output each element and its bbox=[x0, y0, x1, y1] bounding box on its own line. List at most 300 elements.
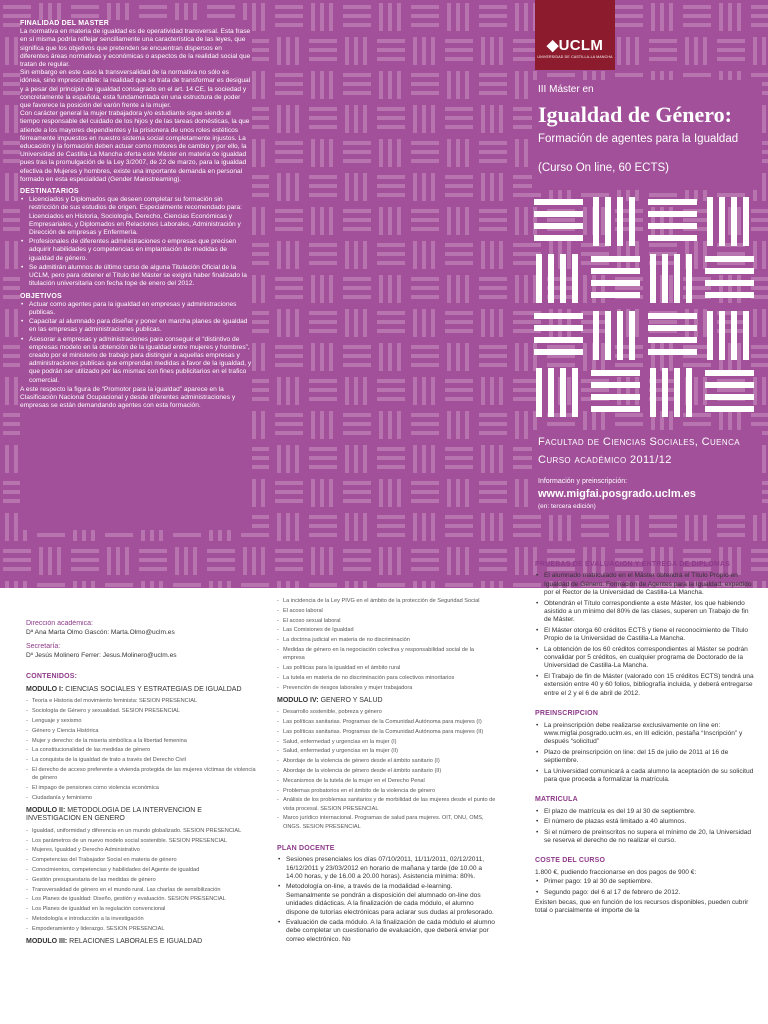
pattern-bar bbox=[411, 363, 439, 367]
pattern-bar bbox=[311, 207, 315, 235]
pattern-bar bbox=[275, 354, 303, 358]
pattern-bar bbox=[490, 105, 494, 133]
pattern-bar bbox=[717, 533, 745, 537]
pattern-bar bbox=[309, 388, 337, 392]
pattern-bar bbox=[363, 173, 367, 201]
pattern-bar bbox=[447, 479, 451, 507]
column-admin-info bbox=[535, 561, 757, 1024]
pattern-bar bbox=[377, 311, 405, 315]
pattern-bar bbox=[275, 218, 303, 222]
pattern-bar bbox=[141, 581, 145, 588]
pattern-bar bbox=[252, 207, 256, 235]
module-3-list bbox=[277, 597, 497, 692]
pattern-bar bbox=[490, 241, 494, 269]
pattern-bar bbox=[649, 39, 677, 43]
pattern-bar bbox=[275, 277, 303, 281]
pattern-bar bbox=[309, 193, 337, 197]
pattern-bar bbox=[717, 515, 745, 519]
weave-bar bbox=[593, 197, 599, 246]
pattern-bar bbox=[499, 309, 503, 337]
weave-bar bbox=[548, 254, 554, 303]
pattern-bar bbox=[465, 479, 469, 507]
pattern-bar bbox=[377, 524, 405, 528]
list-item: • Capacitar al alumnado para diseñar y poner en marcha planes de igualdad en las empresas y administraciones publicas. bbox=[20, 318, 252, 334]
pattern-bar bbox=[549, 513, 553, 541]
pattern-bar bbox=[354, 241, 358, 269]
pattern-bar bbox=[286, 105, 290, 133]
list-item: • Obtendrán el Título correspondiente a este Máster, los que habiendo asistido a un mínimo del 80% de las clases, superen un Trabajo de fin de Máster. bbox=[535, 600, 757, 625]
pattern-bar bbox=[431, 37, 435, 65]
list-item: - Gestión presupuestaria de las medidas de género bbox=[26, 876, 258, 884]
pattern-bar bbox=[479, 354, 507, 358]
weave-bar bbox=[572, 254, 578, 303]
list-item: - Género y Ciencia Histórica bbox=[26, 727, 258, 735]
main-title: Igualdad de Género: bbox=[538, 102, 732, 127]
pattern-bar bbox=[309, 184, 337, 188]
pattern-bar bbox=[479, 295, 507, 299]
pattern-bar bbox=[139, 558, 167, 562]
pattern-bar bbox=[456, 275, 460, 303]
module-2-title: MODULO II: METODOLOGIA DE LA INTERVENCION E INVESTIGACION EN GENERO bbox=[26, 807, 202, 823]
pattern-bar bbox=[479, 141, 507, 145]
pattern-bar bbox=[499, 513, 503, 541]
list-item: • El plazo de matrícula es del 19 al 30 de septiembre. bbox=[535, 808, 757, 816]
pattern-bar bbox=[445, 48, 473, 52]
pattern-bar bbox=[354, 105, 358, 133]
pattern-bar bbox=[481, 241, 485, 269]
pattern-bar bbox=[275, 295, 303, 299]
list-item: • La preinscripción debe realizarse exclusivamente on line en: www.migfai.posgrado.uclm.es, en III edición, pestaña “Inscripción” y después “solicitud” bbox=[535, 722, 757, 747]
pattern-bar bbox=[343, 227, 371, 231]
weave-bar bbox=[662, 254, 668, 303]
pattern-bar bbox=[105, 533, 133, 537]
pattern-bar bbox=[660, 3, 664, 31]
pattern-bar bbox=[309, 320, 337, 324]
pattern-bar bbox=[139, 567, 167, 571]
weave-bar bbox=[719, 197, 725, 246]
pattern-bar bbox=[275, 481, 303, 485]
pattern-bar bbox=[320, 139, 324, 167]
list-item: • El Máster otorga 60 créditos ECTS y tiene el reconocimiento de Título Propio de la Universidad de Castilla-La Mancha. bbox=[535, 627, 757, 644]
pattern-bar bbox=[71, 567, 99, 571]
pattern-bar bbox=[275, 141, 303, 145]
pattern-bar bbox=[286, 37, 290, 65]
secretaria-value[interactable]: Dº Jesús Molinero Ferrer: Jesus.Molinero@uclm.es bbox=[26, 652, 177, 660]
pattern-bar bbox=[445, 320, 473, 324]
pattern-bar bbox=[431, 105, 435, 133]
weave-bar bbox=[560, 368, 566, 417]
weave-bar bbox=[648, 313, 697, 319]
pattern-bar bbox=[275, 549, 303, 553]
pattern-bar bbox=[363, 581, 367, 588]
plan-docente-list bbox=[277, 856, 497, 944]
info-label: Información y preinscripción: bbox=[538, 478, 628, 485]
pattern-bar bbox=[479, 363, 507, 367]
pattern-bar bbox=[479, 490, 507, 494]
pattern-bar bbox=[363, 309, 367, 337]
pattern-bar bbox=[422, 105, 426, 133]
weave-bar bbox=[648, 211, 697, 217]
pattern-bar bbox=[5, 377, 9, 405]
pattern-bar bbox=[762, 173, 766, 201]
list-item: - Mujeres, Igualdad y Derecho Administrativo bbox=[26, 846, 258, 854]
pattern-bar bbox=[345, 37, 349, 65]
pattern-bar bbox=[388, 139, 392, 167]
pattern-bar bbox=[411, 490, 439, 494]
pattern-bar bbox=[479, 558, 507, 562]
pattern-bar bbox=[728, 3, 732, 31]
weave-bar bbox=[534, 211, 583, 217]
coste-list bbox=[535, 878, 757, 897]
pattern-bar bbox=[615, 73, 643, 77]
destinatarios-heading: DESTINATARIOS bbox=[20, 188, 79, 196]
pattern-bar bbox=[379, 275, 383, 303]
pattern-bar bbox=[411, 209, 439, 213]
pattern-bar bbox=[445, 456, 473, 460]
pattern-bar bbox=[751, 5, 768, 9]
pattern-bar bbox=[615, 23, 643, 27]
list-item: • Licenciados y Diplomados que deseen completar su formación sin restricción de sus estudios de origen. Especialmente recomendado para: Licenciados en Historia, Sociología, Derecho, Ciencias Económicas y Empresariales, y Diplomados en Relaciones Laborales, Administración y Dirección de empresas y Enfermería. bbox=[20, 196, 252, 237]
pattern-bar bbox=[456, 139, 460, 167]
pattern-bar bbox=[685, 37, 689, 65]
weave-bar bbox=[731, 197, 737, 246]
module-2-list bbox=[26, 827, 258, 933]
list-item: • Asesorar a empresas y administraciones para conseguir el “distintivo de empresas modelo en la obtención de la igualdad entre mujeres y hombres”, creado por el ministerio de trabajo para distinguir a aquellas empresas y administraciones publicas que emprendan medidas a favor de la igualdad, y que podrán ser utilizado por las mismas con fines publicitarios en el trafico comercial. bbox=[20, 336, 252, 385]
pattern-bar bbox=[479, 431, 507, 435]
pattern-bar bbox=[481, 173, 485, 201]
pattern-bar bbox=[377, 48, 405, 52]
pattern-bar bbox=[377, 57, 405, 61]
pattern-bar bbox=[481, 445, 485, 473]
pattern-bar bbox=[445, 311, 473, 315]
contenidos-heading: CONTENIDOS: bbox=[26, 672, 78, 680]
pattern-bar bbox=[524, 479, 528, 507]
pattern-bar bbox=[207, 5, 235, 9]
pattern-bar bbox=[139, 5, 167, 9]
pattern-bar bbox=[635, 37, 639, 65]
pattern-bar bbox=[413, 581, 417, 588]
pattern-bar bbox=[241, 583, 269, 587]
weave-bar bbox=[591, 256, 640, 262]
weave-bar bbox=[591, 268, 640, 274]
weave-bar bbox=[705, 268, 754, 274]
weave-bar bbox=[591, 406, 640, 412]
preinscripcion-heading: PREINSCRIPCION bbox=[535, 710, 599, 718]
list-item: • La Universidad comunicará a cada alumno la aceptación de su solicitud para que proceda a formalizar la matrícula. bbox=[535, 768, 757, 785]
pattern-bar bbox=[311, 139, 315, 167]
pattern-bar bbox=[91, 581, 95, 588]
pattern-bar bbox=[329, 3, 333, 31]
pattern-bar bbox=[431, 173, 435, 201]
pattern-bar bbox=[159, 581, 163, 588]
pattern-bar bbox=[363, 105, 367, 133]
pattern-bar bbox=[515, 3, 519, 31]
pattern-bar bbox=[275, 431, 303, 435]
preinscripcion-list bbox=[535, 722, 757, 785]
pattern-bar bbox=[261, 71, 265, 99]
pattern-bar bbox=[3, 14, 31, 18]
weave-bar bbox=[560, 254, 566, 303]
pattern-bar bbox=[703, 513, 707, 541]
pattern-bar bbox=[753, 513, 757, 541]
pattern-bar bbox=[445, 515, 473, 519]
pattern-bar bbox=[456, 411, 460, 439]
pattern-bar bbox=[479, 345, 507, 349]
pattern-bar bbox=[5, 173, 9, 201]
pattern-bar bbox=[753, 37, 757, 65]
pattern-bar bbox=[311, 275, 315, 303]
pattern-bar bbox=[479, 209, 507, 213]
finalidad-heading: FINALIDAD DEL MASTER bbox=[20, 20, 110, 27]
pattern-bar bbox=[481, 37, 485, 65]
pattern-bar bbox=[445, 175, 473, 179]
plan-docente-heading: PLAN DOCENTE bbox=[277, 844, 335, 852]
pattern-bar bbox=[377, 583, 405, 587]
list-item: - Competencias del Trabajador Social en materia de género bbox=[26, 856, 258, 864]
pattern-bar bbox=[445, 524, 473, 528]
pattern-bar bbox=[411, 14, 439, 18]
list-item: - Salud, enfermedad y urgencias en la mujer (I) bbox=[277, 738, 497, 746]
weave-bar bbox=[536, 254, 542, 303]
pattern-bar bbox=[275, 490, 303, 494]
list-item: - Salud, enfermedad y urgencias en la mujer (II) bbox=[277, 747, 497, 755]
pattern-bar bbox=[277, 309, 281, 337]
pattern-bar bbox=[261, 139, 265, 167]
pattern-bar bbox=[345, 105, 349, 133]
pattern-bar bbox=[5, 581, 9, 588]
pattern-bar bbox=[547, 549, 575, 553]
pattern-bar bbox=[651, 3, 655, 31]
pattern-bar bbox=[762, 309, 766, 337]
pattern-bar bbox=[150, 581, 154, 588]
list-item: • Se admitirán alumnos de último curso de alguna Titulación Oficial de la UCLM, pero para obtener el Título del Máster se exigirá haber finalizado la titulación universitaria con fecha tope de enero del 2012. bbox=[20, 264, 252, 289]
pattern-bar bbox=[445, 583, 473, 587]
weave-bar bbox=[617, 311, 623, 360]
weave-bar bbox=[548, 368, 554, 417]
pattern-bar bbox=[411, 91, 439, 95]
pattern-bar bbox=[762, 241, 766, 269]
pattern-bar bbox=[649, 48, 677, 52]
pattern-bar bbox=[481, 377, 485, 405]
destinatarios-list bbox=[20, 196, 252, 288]
direccion-value[interactable]: Dª Ana Marta Olmo Gascón: Marta.Olmo@uclm.es bbox=[26, 629, 175, 637]
pattern-bar bbox=[261, 479, 265, 507]
pattern-bar bbox=[286, 173, 290, 201]
list-item: • Si el número de preinscritos no supera el mínimo de 20, la Universidad se reserva el derecho de no realizar el curso. bbox=[535, 829, 757, 846]
pattern-bar bbox=[209, 581, 213, 588]
cover-footer-block bbox=[532, 430, 762, 515]
pattern-bar bbox=[490, 37, 494, 65]
pattern-bar bbox=[683, 23, 711, 27]
pattern-bar bbox=[515, 479, 519, 507]
pattern-bar bbox=[499, 581, 503, 588]
pattern-bar bbox=[354, 513, 358, 541]
pattern-bar bbox=[717, 57, 745, 61]
logo-subtitle: UNIVERSIDAD DE CASTILLA-LA MANCHA bbox=[537, 55, 613, 59]
list-item: - Lenguaje y sexismo bbox=[26, 717, 258, 725]
pruebas-list bbox=[535, 572, 757, 698]
pattern-bar bbox=[413, 241, 417, 269]
pattern-bar bbox=[411, 277, 439, 281]
list-item: - Los parámetros de un nuevo modelo social sostenible. SESION PRESENCIAL bbox=[26, 837, 258, 845]
pattern-bar bbox=[397, 275, 401, 303]
pattern-bar bbox=[481, 309, 485, 337]
pattern-bar bbox=[479, 159, 507, 163]
pattern-bar bbox=[275, 209, 303, 213]
pattern-bar bbox=[465, 71, 469, 99]
pattern-bar bbox=[343, 209, 371, 213]
pattern-bar bbox=[422, 445, 426, 473]
pattern-bar bbox=[377, 515, 405, 519]
pattern-bar bbox=[5, 309, 9, 337]
pattern-bar bbox=[345, 241, 349, 269]
pattern-bar bbox=[71, 558, 99, 562]
pattern-bar bbox=[275, 286, 303, 290]
pattern-bar bbox=[343, 82, 371, 86]
list-item: - La conquista de la igualdad de trato a través del Derecho Civil bbox=[26, 756, 258, 764]
pattern-bar bbox=[277, 105, 281, 133]
pattern-bar bbox=[397, 547, 401, 575]
pattern-bar bbox=[388, 547, 392, 575]
pattern-bar bbox=[345, 513, 349, 541]
pattern-bar bbox=[295, 241, 299, 269]
pattern-bar bbox=[309, 243, 337, 247]
pattern-bar bbox=[683, 5, 711, 9]
pattern-bar bbox=[762, 581, 766, 588]
pattern-bar bbox=[3, 567, 31, 571]
pattern-bar bbox=[320, 71, 324, 99]
pattern-bar bbox=[717, 48, 745, 52]
pattern-bar bbox=[343, 481, 371, 485]
pattern-bar bbox=[345, 173, 349, 201]
module-3-title: MODULO III: RELACIONES LABORALES E IGUALDAD bbox=[26, 938, 203, 945]
pattern-bar bbox=[363, 377, 367, 405]
pattern-bar bbox=[388, 3, 392, 31]
pattern-bar bbox=[524, 139, 528, 167]
list-item: • Sesiones presenciales los días 07/10/2011, 11/11/2011, 02/12/2011, 16/12/2011 y 23/03/2012 en horario de mañana y tarde (de 10.00 a 14.00 horas, y de 16.00 a 20.00 horas). Asistencia mínima: 80%. bbox=[277, 856, 497, 881]
pattern-bar bbox=[411, 549, 439, 553]
pattern-bar bbox=[445, 465, 473, 469]
pattern-bar bbox=[431, 377, 435, 405]
pattern-bar bbox=[275, 363, 303, 367]
pattern-bar bbox=[445, 329, 473, 333]
pattern-bar bbox=[377, 320, 405, 324]
finalidad-paragraph-2: Sin embargo en este caso la transversalidad de la normativa no sólo es idónea, sino imprescindible: la realidad que se trata de transformar es desigual y a pesar del principio de igualdad consagrado en el art. 14 CE, la sociedad y concretamente la española, esta fundamentada en una estructura de poder que favorece la posición del varón frente a la mujer. bbox=[20, 69, 251, 110]
pattern-bar bbox=[309, 175, 337, 179]
list-item: - Las políticas sanitarias. Programas de la Comunidad Autónoma para mujeres (II) bbox=[277, 728, 497, 736]
list-item: - Abordaje de la violencia de género desde el ámbito sanitario (I) bbox=[277, 757, 497, 765]
pattern-bar bbox=[354, 37, 358, 65]
list-item: - Empoderamiento y liderazgo. SESION PRESENCIAL bbox=[26, 925, 258, 933]
pattern-bar bbox=[397, 207, 401, 235]
pattern-bar bbox=[479, 82, 507, 86]
pattern-bar bbox=[524, 275, 528, 303]
pattern-bar bbox=[207, 14, 235, 18]
pattern-bar bbox=[345, 309, 349, 337]
pattern-bar bbox=[413, 173, 417, 201]
pattern-bar bbox=[363, 37, 367, 65]
weave-bar bbox=[686, 254, 692, 303]
website-link[interactable]: www.migfai.posgrado.uclm.es bbox=[538, 488, 696, 500]
pattern-bar bbox=[116, 547, 120, 575]
pattern-bar bbox=[685, 513, 689, 541]
pattern-bar bbox=[397, 139, 401, 167]
pattern-bar bbox=[275, 82, 303, 86]
weave-bar bbox=[591, 382, 640, 388]
pattern-bar bbox=[422, 241, 426, 269]
faculty-label: Facultad de Ciencias Sociales, Cuenca bbox=[538, 436, 740, 448]
pattern-bar bbox=[277, 513, 281, 541]
pattern-bar bbox=[261, 411, 265, 439]
pattern-bar bbox=[524, 207, 528, 235]
pattern-bar bbox=[456, 479, 460, 507]
edition-label: III Máster en bbox=[538, 84, 594, 95]
pattern-bar bbox=[252, 275, 256, 303]
pattern-bar bbox=[581, 515, 609, 519]
course-format: (Curso On line, 60 ECTS) bbox=[538, 162, 670, 174]
weave-bar bbox=[572, 368, 578, 417]
weave-bar bbox=[591, 370, 640, 376]
weave-bar bbox=[629, 311, 635, 360]
pattern-bar bbox=[277, 241, 281, 269]
pattern-bar bbox=[343, 150, 371, 154]
pattern-bar bbox=[499, 377, 503, 405]
weave-bar bbox=[650, 368, 656, 417]
pattern-bar bbox=[388, 71, 392, 99]
pattern-bar bbox=[286, 513, 290, 541]
pattern-bar bbox=[343, 23, 371, 27]
pattern-bar bbox=[82, 581, 86, 588]
pattern-bar bbox=[275, 150, 303, 154]
pattern-bar bbox=[479, 23, 507, 27]
list-item: - Las políticas para la igualdad en el ámbito rural bbox=[277, 664, 497, 672]
weave-bar bbox=[629, 197, 635, 246]
pattern-bar bbox=[377, 252, 405, 256]
pattern-bar bbox=[479, 73, 507, 77]
pattern-bar bbox=[309, 456, 337, 460]
pattern-bar bbox=[413, 513, 417, 541]
list-item: - Conocimientos, competencias y habilidades del Agente de igualdad bbox=[26, 866, 258, 874]
pattern-bar bbox=[411, 82, 439, 86]
pattern-bar bbox=[499, 445, 503, 473]
pattern-bar bbox=[558, 513, 562, 541]
pattern-bar bbox=[275, 159, 303, 163]
pattern-bar bbox=[379, 411, 383, 439]
pattern-bar bbox=[363, 241, 367, 269]
pattern-bar bbox=[445, 261, 473, 265]
pattern-bar bbox=[626, 513, 630, 541]
pattern-bar bbox=[343, 5, 371, 9]
pattern-bar bbox=[683, 549, 711, 553]
weave-bar bbox=[705, 292, 754, 298]
pattern-bar bbox=[422, 377, 426, 405]
weave-bar bbox=[534, 313, 583, 319]
pattern-bar bbox=[3, 558, 31, 562]
pattern-bar bbox=[379, 343, 383, 371]
pattern-bar bbox=[309, 261, 337, 265]
pattern-bar bbox=[515, 343, 519, 371]
pattern-bar bbox=[411, 431, 439, 435]
pattern-bar bbox=[422, 309, 426, 337]
pattern-bar bbox=[524, 411, 528, 439]
list-item: - El acoso sexual laboral bbox=[277, 617, 497, 625]
pattern-bar bbox=[173, 583, 201, 587]
pattern-bar bbox=[377, 261, 405, 265]
weave-bar bbox=[605, 311, 611, 360]
weave-bar bbox=[743, 311, 749, 360]
pattern-bar bbox=[431, 513, 435, 541]
weave-bar bbox=[648, 199, 697, 205]
